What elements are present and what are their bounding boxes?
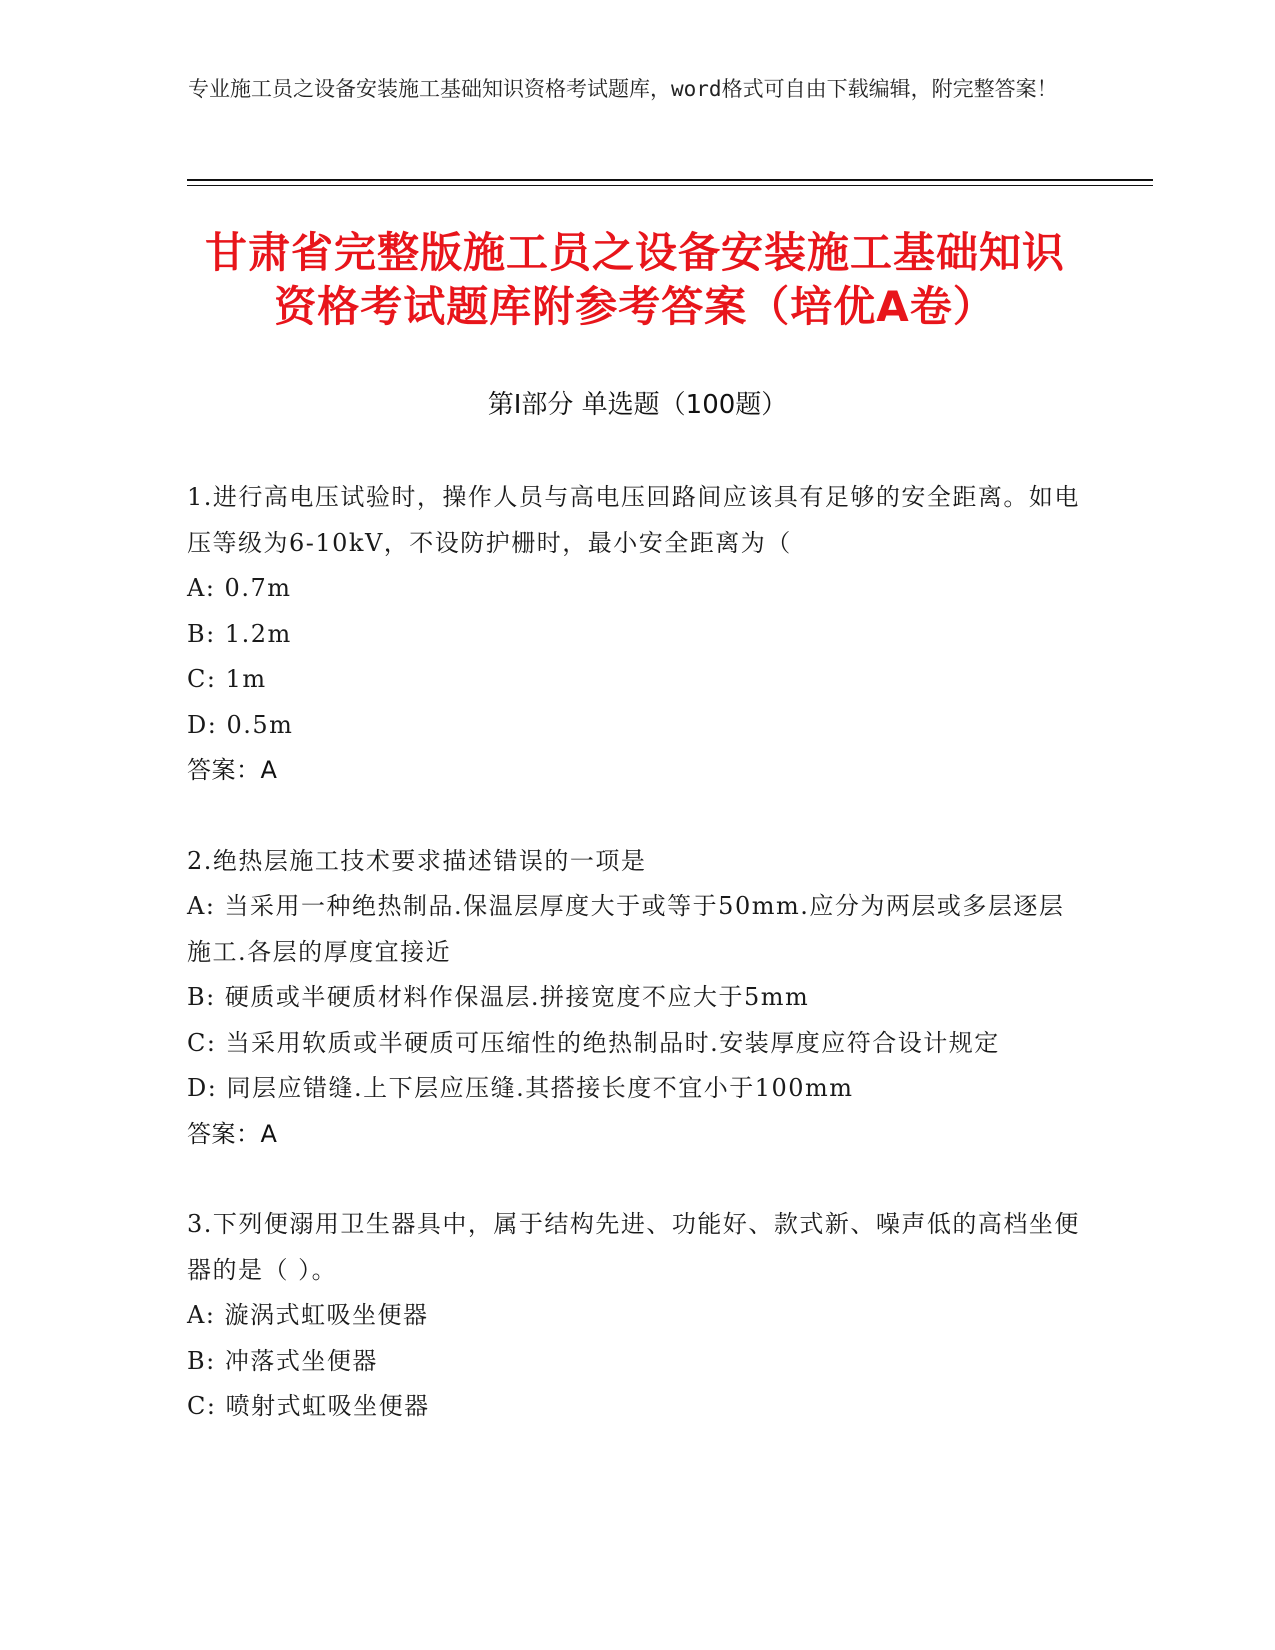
question-list bbox=[187, 475, 1087, 1475]
section-title: 第Ⅰ部分 单选题（100题） bbox=[487, 390, 788, 420]
option-a: A: 漩涡式虹吸坐便器 bbox=[187, 1301, 429, 1329]
header-divider bbox=[187, 179, 1153, 181]
document-title: 甘肃省完整版施工员之设备安装施工基础知识资格考试题库附参考答案（培优A卷） bbox=[204, 228, 1065, 331]
question-stem: 2.绝热层施工技术要求描述错误的一项是 bbox=[187, 846, 647, 875]
option-c: C: 1m bbox=[187, 665, 267, 693]
answer: 答案：A bbox=[187, 756, 278, 784]
option-d: D: 0.5m bbox=[187, 710, 294, 739]
option-a: A: 当采用一种绝热制品.保温层厚度大于或等于50mm.应分为两层或多层逐层施工.各层的厚度宜接近 bbox=[187, 892, 1065, 966]
answer: 答案：A bbox=[187, 1119, 278, 1148]
question-3 bbox=[187, 1202, 1087, 1430]
option-c: C: 喷射式虹吸坐便器 bbox=[187, 1392, 430, 1420]
question-stem: 1.进行高电压试验时，操作人员与高电压回路间应该具有足够的安全距离。如电压等级为6-10kV，不设防护栅时，最小安全距离为（ bbox=[187, 483, 1080, 557]
question-2 bbox=[187, 839, 1087, 1158]
option-c: C: 当采用软质或半硬质可压缩性的绝热制品时.安装厚度应符合设计规定 bbox=[187, 1028, 1000, 1057]
header-divider-thin bbox=[187, 185, 1153, 186]
option-a: A: 0.7m bbox=[187, 574, 292, 602]
question-stem: 3.下列便溺用卫生器具中，属于结构先进、功能好、款式新、噪声低的高档坐便器的是（ ）。 bbox=[187, 1210, 1080, 1284]
option-b: B: 硬质或半硬质材料作保温层.拼接宽度不应大于5mm bbox=[187, 983, 810, 1011]
option-b: B: 1.2m bbox=[187, 619, 292, 648]
option-d: D: 同层应错缝.上下层应压缝.其搭接长度不宜小于100mm bbox=[187, 1074, 854, 1102]
header-note: 专业施工员之设备安装施工基础知识资格考试题库，word格式可自由下载编辑，附完整答案！ bbox=[188, 77, 1058, 101]
question-1 bbox=[187, 475, 1087, 794]
option-b: B: 冲落式坐便器 bbox=[187, 1346, 378, 1375]
